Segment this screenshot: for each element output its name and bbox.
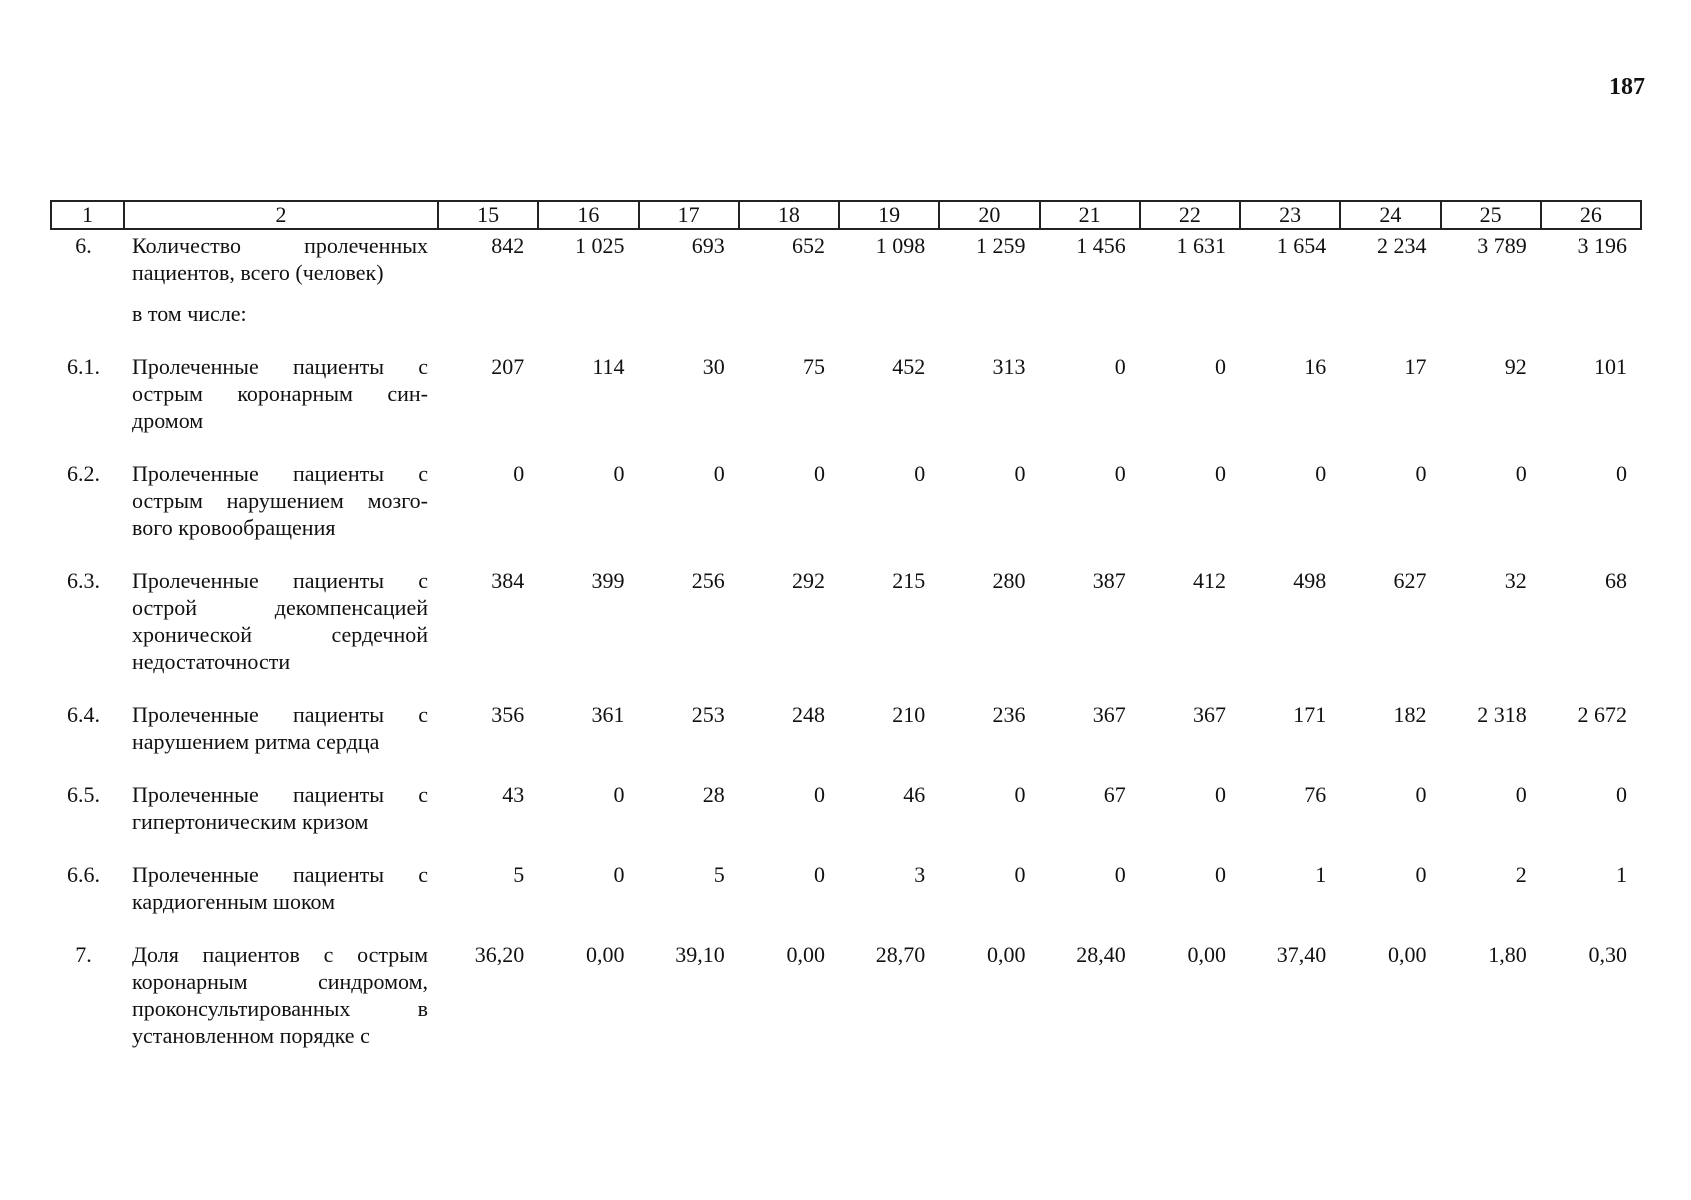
row-label: Пролеченные пациенты с нарушением ритма сердца <box>132 702 428 754</box>
row-value: 361 <box>591 702 625 727</box>
row-value: 0 <box>1014 461 1026 486</box>
row-value: 2 234 <box>1377 233 1427 258</box>
subheading: в том числе: <box>132 301 247 326</box>
row-value: 37,40 <box>1276 942 1327 967</box>
row-value: 0 <box>1315 461 1327 486</box>
row-number: 6.1. <box>67 354 100 379</box>
row-value: 0 <box>1215 354 1226 379</box>
table-row <box>51 781 1641 861</box>
row-label: Пролеченные пациенты с острым нарушением мозго-вого кровообращения <box>132 461 428 540</box>
row-value: 171 <box>1293 702 1327 727</box>
data-table <box>50 200 1642 1075</box>
row-value: 2 672 <box>1577 702 1627 727</box>
row-value: 0 <box>613 862 625 887</box>
row-value: 28,40 <box>1076 942 1126 967</box>
row-value: 16 <box>1304 354 1327 379</box>
row-value: 367 <box>1092 702 1126 727</box>
row-value: 0 <box>713 461 725 486</box>
row-value: 627 <box>1393 568 1427 593</box>
column-header: 25 <box>1441 201 1541 229</box>
row-value: 0 <box>1515 782 1527 807</box>
row-value: 0 <box>814 461 825 486</box>
column-header: 1 <box>51 201 124 229</box>
row-value: 387 <box>1092 568 1126 593</box>
row-value: 215 <box>892 568 926 593</box>
row-value: 0 <box>1415 782 1427 807</box>
row-value: 0 <box>1616 782 1627 807</box>
column-header: 23 <box>1240 201 1340 229</box>
row-value: 101 <box>1594 354 1627 379</box>
column-header: 18 <box>739 201 839 229</box>
row-number: 6.3. <box>67 568 100 593</box>
row-value: 1 025 <box>575 233 625 258</box>
row-value: 43 <box>502 782 525 807</box>
row-number: 6.6. <box>67 862 100 887</box>
row-value: 5 <box>713 862 725 887</box>
blank-cell <box>51 286 124 353</box>
row-value: 0 <box>1014 782 1026 807</box>
column-header: 20 <box>939 201 1039 229</box>
row-value: 652 <box>792 233 825 258</box>
row-value: 0 <box>513 461 525 486</box>
table-row <box>51 229 1641 286</box>
row-value: 0 <box>1616 461 1627 486</box>
row-value: 1 <box>1315 862 1327 887</box>
row-value: 2 <box>1515 862 1527 887</box>
row-value: 0 <box>613 461 625 486</box>
row-value: 210 <box>892 702 926 727</box>
row-value: 0 <box>914 461 926 486</box>
row-value: 39,10 <box>675 942 725 967</box>
row-value: 1 098 <box>875 233 926 258</box>
row-value: 32 <box>1504 568 1527 593</box>
row-value: 182 <box>1393 702 1427 727</box>
column-header: 2 <box>124 201 438 229</box>
page-number: 187 <box>1609 74 1645 100</box>
row-value: 313 <box>992 354 1026 379</box>
row-number: 6.2. <box>67 461 100 486</box>
row-value: 17 <box>1404 354 1427 379</box>
row-label: Пролеченные пациенты с острым коронарным син-дромом <box>132 354 428 433</box>
row-value: 67 <box>1103 782 1126 807</box>
row-value: 399 <box>591 568 625 593</box>
row-value: 36,20 <box>474 942 525 967</box>
row-value: 46 <box>903 782 926 807</box>
row-label: Пролеченные пациенты с гипертоническим кризом <box>132 782 428 834</box>
row-value: 1 456 <box>1076 233 1126 258</box>
row-value: 0,00 <box>1187 942 1226 967</box>
header-row <box>51 201 1641 229</box>
row-number: 6.5. <box>67 782 100 807</box>
row-value: 0,30 <box>1588 942 1627 967</box>
table-row <box>51 941 1641 1075</box>
row-value: 367 <box>1193 702 1226 727</box>
table-row <box>51 701 1641 781</box>
row-value: 68 <box>1605 568 1627 593</box>
column-header: 16 <box>538 201 638 229</box>
subheading-row <box>51 286 1641 353</box>
column-header: 24 <box>1340 201 1440 229</box>
table-body <box>51 229 1641 1075</box>
row-value: 5 <box>513 862 525 887</box>
row-number: 6.4. <box>67 702 100 727</box>
row-value: 114 <box>592 354 625 379</box>
row-value: 253 <box>691 702 725 727</box>
row-value: 0 <box>1415 461 1427 486</box>
row-number: 6. <box>75 233 92 258</box>
row-value: 0 <box>1215 782 1226 807</box>
row-value: 207 <box>491 354 525 379</box>
row-value: 2 318 <box>1477 702 1527 727</box>
row-value: 3 196 <box>1577 233 1627 258</box>
row-value: 256 <box>691 568 725 593</box>
row-value: 3 789 <box>1477 233 1527 258</box>
row-value: 92 <box>1504 354 1527 379</box>
row-value: 0 <box>1114 461 1126 486</box>
row-label: Доля пациентов с острым коронарным синдромом, проконсультированных в установленном порядке с <box>132 942 428 1048</box>
row-value: 1 631 <box>1176 233 1226 258</box>
table-row <box>51 353 1641 460</box>
row-value: 30 <box>702 354 725 379</box>
row-value: 1 <box>1616 862 1627 887</box>
row-value: 0 <box>1215 461 1226 486</box>
row-value: 0,00 <box>1388 942 1427 967</box>
table-header <box>51 201 1641 229</box>
row-value: 1 654 <box>1276 233 1327 258</box>
row-value: 0 <box>1415 862 1427 887</box>
row-value: 0 <box>1215 862 1226 887</box>
column-header: 22 <box>1140 201 1240 229</box>
column-header: 19 <box>839 201 939 229</box>
row-label: Пролеченные пациенты с кардиогенным шоком <box>132 862 428 914</box>
row-value: 842 <box>491 233 525 258</box>
row-label: Количество пролеченных пациентов, всего (человек) <box>132 233 428 285</box>
row-value: 356 <box>491 702 525 727</box>
row-value: 1,80 <box>1488 942 1527 967</box>
row-value: 1 259 <box>976 233 1026 258</box>
row-value: 28 <box>702 782 725 807</box>
row-value: 292 <box>792 568 825 593</box>
row-value: 452 <box>892 354 926 379</box>
row-value: 384 <box>491 568 525 593</box>
row-value: 0 <box>1014 862 1026 887</box>
row-value: 76 <box>1304 782 1327 807</box>
row-value: 248 <box>792 702 825 727</box>
data-table-container <box>50 200 1640 1075</box>
row-value: 498 <box>1293 568 1327 593</box>
table-row <box>51 861 1641 941</box>
row-value: 0 <box>814 782 825 807</box>
row-value: 412 <box>1193 568 1226 593</box>
column-header: 17 <box>639 201 739 229</box>
row-number: 7. <box>75 942 92 967</box>
table-row <box>51 567 1641 701</box>
column-header: 15 <box>438 201 538 229</box>
row-value: 0 <box>814 862 825 887</box>
row-value: 3 <box>914 862 926 887</box>
row-label: Пролеченные пациенты с острой декомпенсацией хронической сердечной недостаточности <box>132 568 428 674</box>
table-row <box>51 460 1641 567</box>
row-value: 0 <box>613 782 625 807</box>
row-value: 28,70 <box>875 942 926 967</box>
row-value: 0,00 <box>987 942 1026 967</box>
row-value: 0 <box>1114 354 1126 379</box>
row-value: 0 <box>1515 461 1527 486</box>
row-value: 0,00 <box>786 942 825 967</box>
row-value: 236 <box>992 702 1026 727</box>
row-value: 75 <box>803 354 825 379</box>
row-value: 0 <box>1114 862 1126 887</box>
row-value: 280 <box>992 568 1026 593</box>
row-value: 0,00 <box>586 942 625 967</box>
row-value: 693 <box>691 233 725 258</box>
column-header: 21 <box>1040 201 1140 229</box>
column-header: 26 <box>1541 201 1641 229</box>
